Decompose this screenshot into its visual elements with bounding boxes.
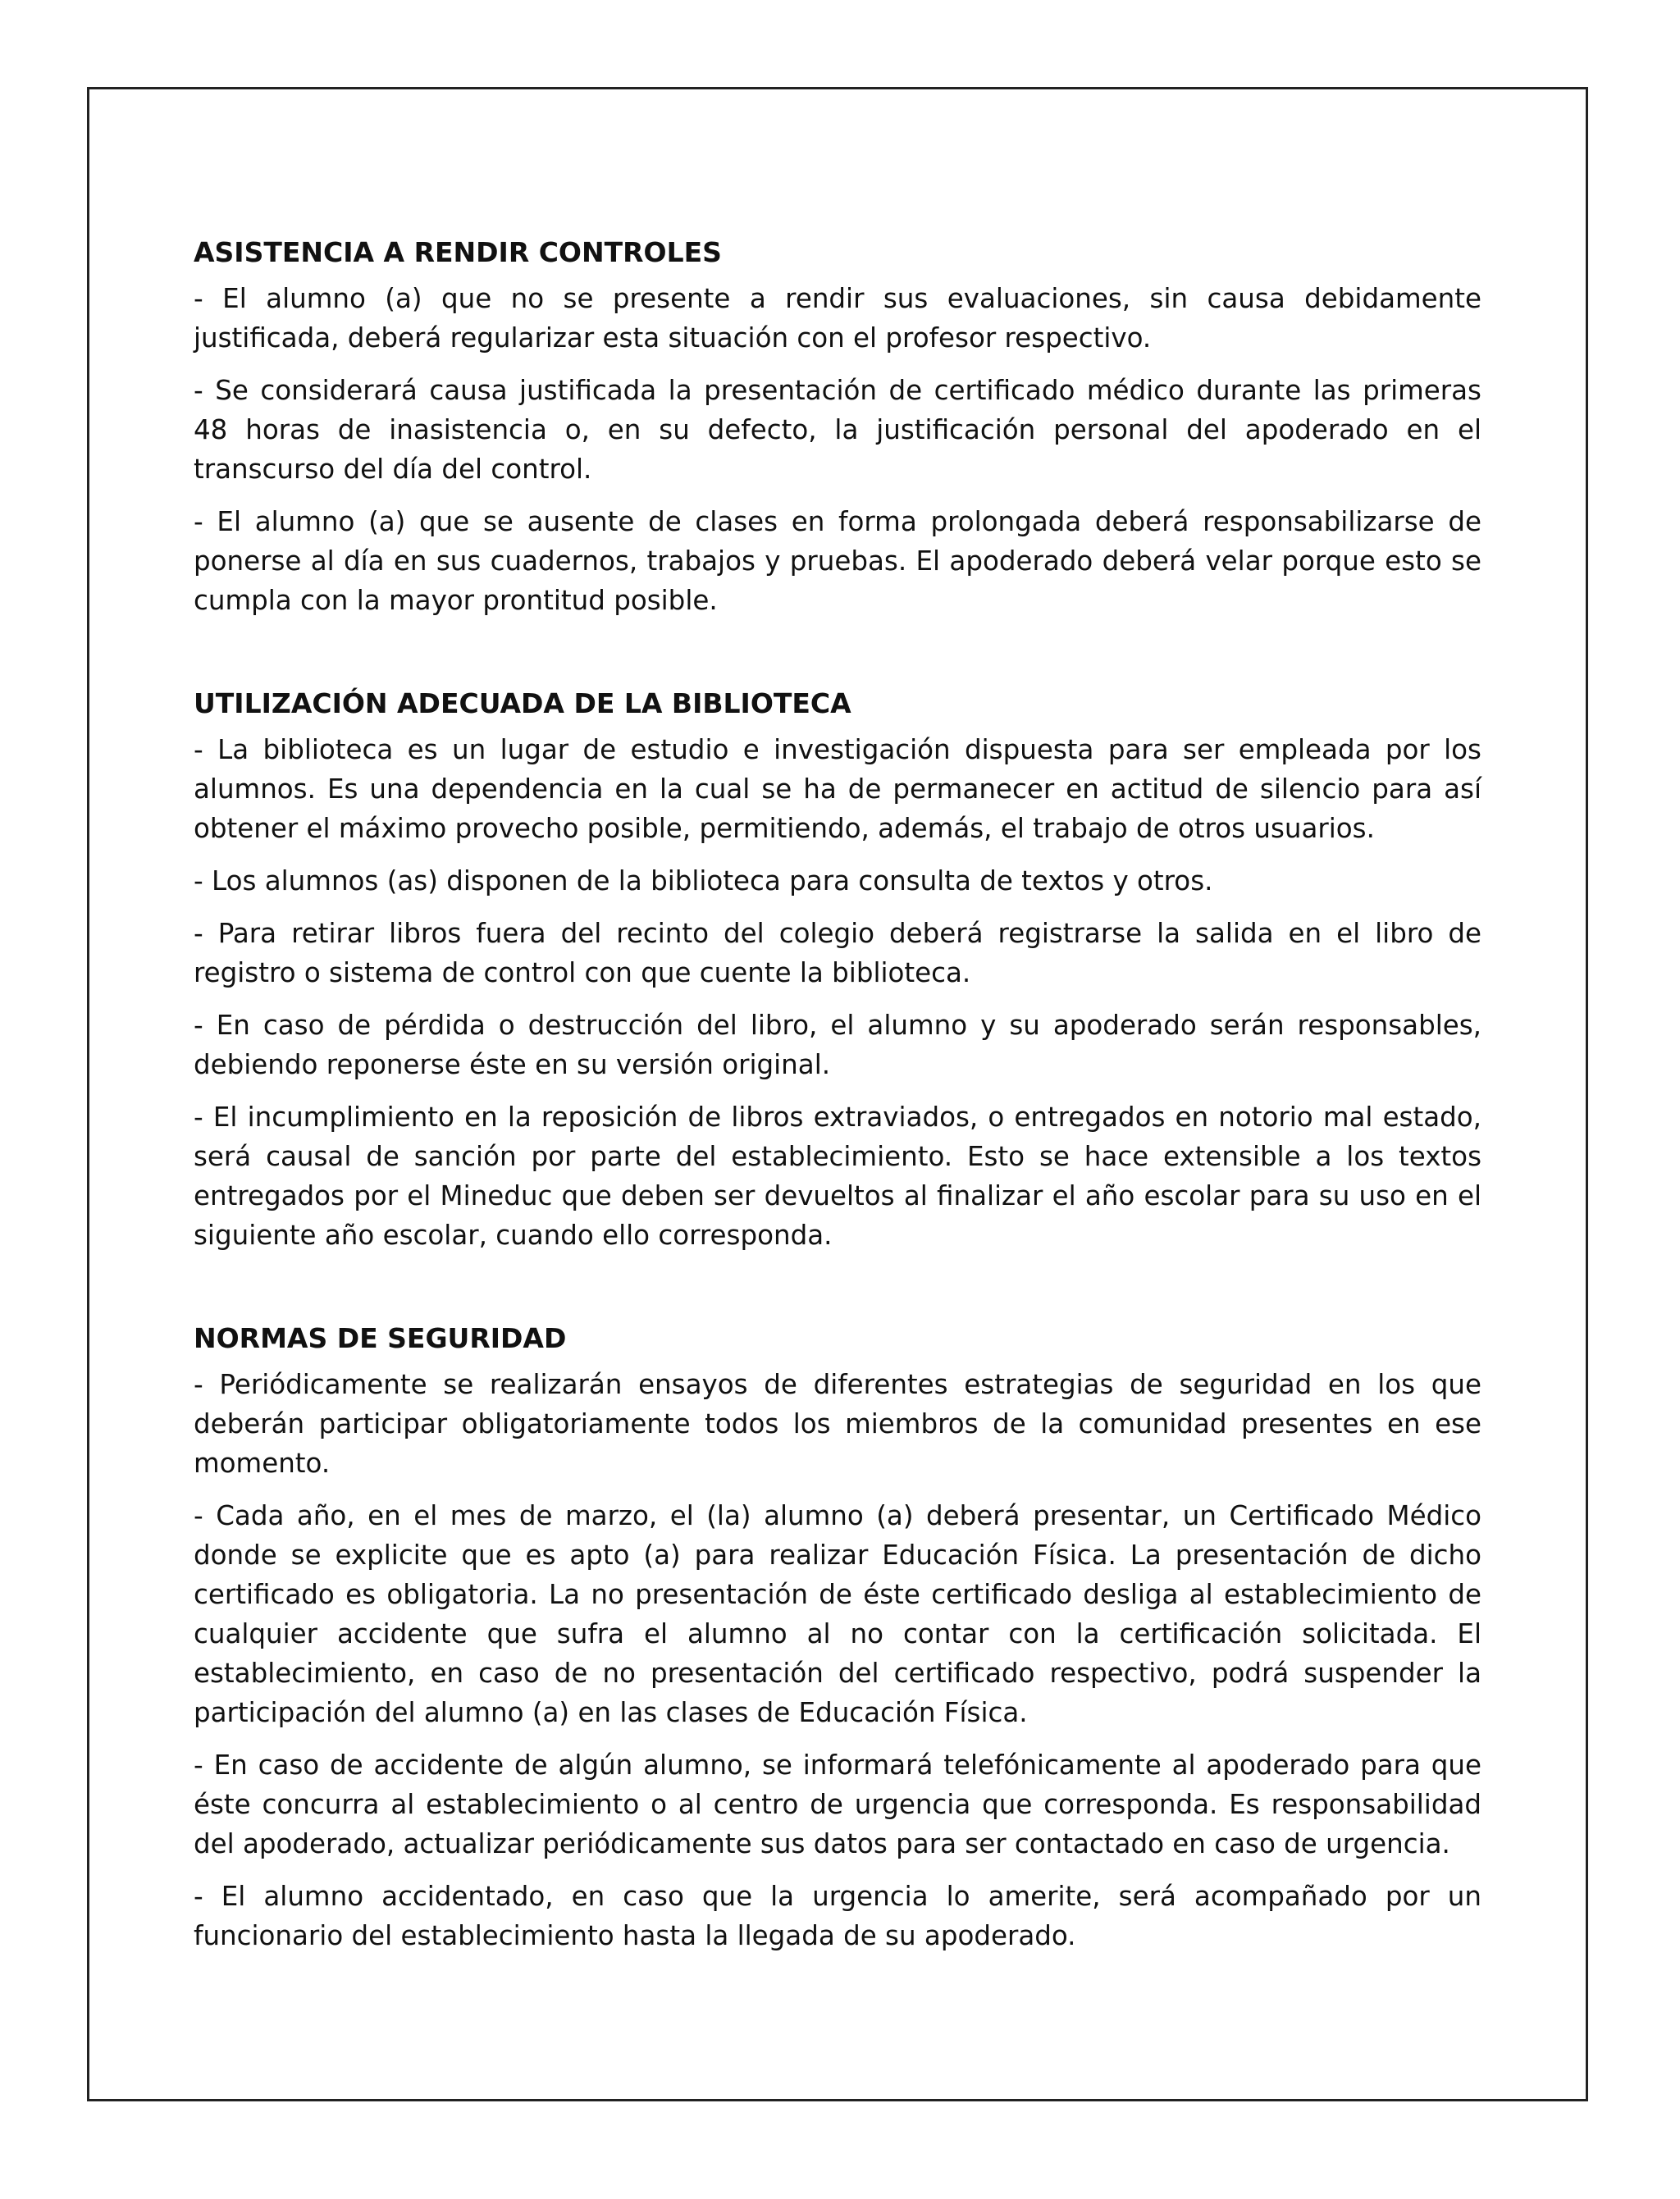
paragraph: - El alumno accidentado, en caso que la urgencia lo amerite, será acompañado por un funcionario del establecimiento hasta la llegada de su apoderado. <box>194 1881 1481 1951</box>
paragraph: - Para retirar libros fuera del recinto del colegio deberá registrarse la salida en el libro de registro o sistema de control con que cuente la biblioteca. <box>194 918 1481 988</box>
section-heading: NORMAS DE SEGURIDAD <box>194 1322 567 1354</box>
paragraph: - En caso de accidente de algún alumno, se informará telefónicamente al apoderado para que éste concurra al establecimiento o al centro de urgencia que corresponda. Es responsabilidad del apoderado, actualizar periódicamente sus datos para ser contactado en caso de urgencia. <box>194 1750 1481 1859</box>
document-body <box>194 233 1481 2019</box>
paragraph: - En caso de pérdida o destrucción del libro, el alumno y su apoderado serán responsables, debiendo reponerse éste en su versión original. <box>194 1010 1481 1080</box>
section-asistencia <box>194 233 1481 620</box>
paragraph: - La biblioteca es un lugar de estudio e investigación dispuesta para ser empleada por los alumnos. Es una dependencia en la cual se ha de permanecer en actitud de silencio para así obtener el máximo provecho posible, permitiendo, además, el trabajo de otros usuarios. <box>194 734 1481 844</box>
paragraph: - El alumno (a) que se ausente de clases en forma prolongada deberá responsabilizarse de ponerse al día en sus cuadernos, trabajos y pruebas. El apoderado deberá velar porque esto se cumpla con la mayor prontitud posible. <box>194 506 1481 616</box>
paragraph: - El alumno (a) que no se presente a rendir sus evaluaciones, sin causa debidamente justificada, deberá regularizar esta situación con el profesor respectivo. <box>194 283 1481 354</box>
paragraph: - Los alumnos (as) disponen de la biblioteca para consulta de textos y otros. <box>194 865 1213 896</box>
paragraph: - El incumplimiento en la reposición de libros extraviados, o entregados en notorio mal estado, será causal de sanción por parte del establecimiento. Esto se hace extensible a los textos entregados por el Mineduc que deben ser devueltos al finalizar el año escolar para su uso en el siguiente año escolar, cuando ello corresponda. <box>194 1102 1481 1251</box>
section-seguridad <box>194 1319 1481 1955</box>
paragraph: - Periódicamente se realizarán ensayos de diferentes estrategias de seguridad en los que deberán participar obligatoriamente todos los miembros de la comunidad presentes en ese momento. <box>194 1369 1481 1479</box>
section-heading: UTILIZACIÓN ADECUADA DE LA BIBLIOTECA <box>194 687 851 719</box>
section-heading: ASISTENCIA A RENDIR CONTROLES <box>194 236 722 268</box>
section-biblioteca <box>194 684 1481 1255</box>
paragraph: - Cada año, en el mes de marzo, el (la) alumno (a) deberá presentar, un Certificado Médico donde se explicite que es apto (a) para realizar Educación Física. La presentación de dicho certificado es obligatoria. La no presentación de éste certificado desliga al establecimiento de cualquier accidente que sufra el alumno al no contar con la certificación solicitada. El establecimiento, en caso de no presentación del certificado respectivo, podrá suspender la participación del alumno (a) en las clases de Educación Física. <box>194 1500 1481 1728</box>
paragraph: - Se considerará causa justificada la presentación de certificado médico durante las primeras 48 horas de inasistencia o, en su defecto, la justificación personal del apoderado en el transcurso del día del control. <box>194 375 1481 485</box>
